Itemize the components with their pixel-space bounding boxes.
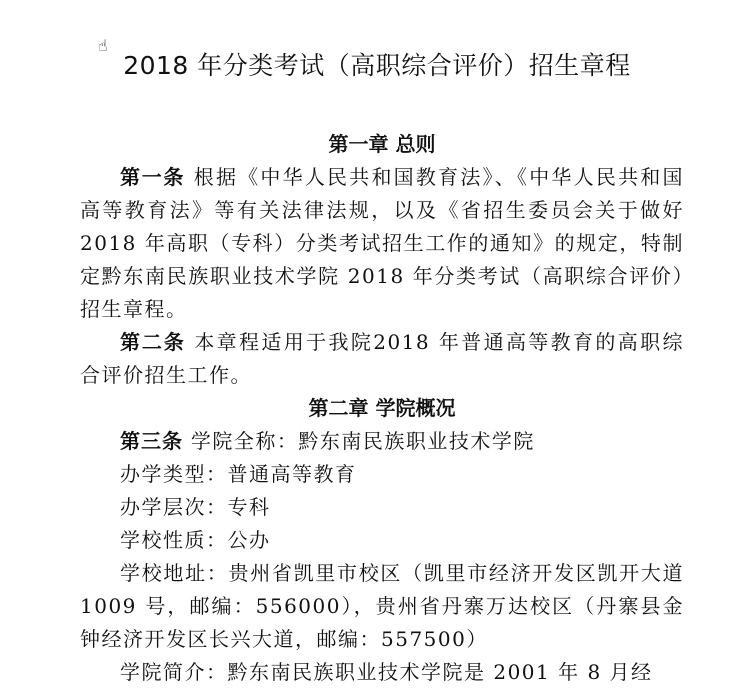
school-address-line: 学校地址：贵州省凯里市校区（凯里市经济开发区凯开大道 1009 号，邮编：556000），贵州省丹寨万达校区（丹寨县金钟经济开发区长兴大道，邮编：557500） bbox=[80, 561, 684, 651]
article-2-label: 第二条 bbox=[120, 330, 186, 354]
article-1 bbox=[80, 161, 684, 326]
article-3 bbox=[80, 425, 684, 458]
document-body bbox=[80, 128, 684, 689]
document-title: 2018 年分类考试（高职综合评价）招生章程 bbox=[123, 51, 631, 80]
school-intro-line: 学院简介：黔东南民族职业技术学院是 2001 年 8 月经 bbox=[120, 660, 653, 684]
school-nature-line: 学校性质：公办 bbox=[120, 528, 271, 552]
article-2-text: 本章程适用于我院2018 年普通高等教育的高职综合评价招生工作。 bbox=[80, 330, 684, 387]
chapter-1-heading: 第一章 总则 bbox=[328, 132, 436, 156]
article-2 bbox=[80, 326, 684, 392]
article-3-label: 第三条 bbox=[120, 429, 183, 453]
school-type-line: 办学类型：普通高等教育 bbox=[120, 462, 357, 486]
article-1-label: 第一条 bbox=[120, 165, 186, 189]
school-level-line: 办学层次：专科 bbox=[120, 495, 271, 519]
hand-cursor-icon: ☝ bbox=[98, 36, 108, 55]
article-3-text: 学院全称：黔东南民族职业技术学院 bbox=[183, 429, 535, 453]
article-1-text: 根据《中华人民共和国教育法》、《中华人民共和国高等教育法》等有关法律法规，以及《省招生委员会关于做好 2018 年高职（专科）分类考试招生工作的通知》的规定，特制定黔东南民族职业技术学院 2018 年分类考试（高职综合评价）招生章程。 bbox=[80, 165, 685, 321]
chapter-2-heading: 第二章 学院概况 bbox=[308, 396, 456, 420]
